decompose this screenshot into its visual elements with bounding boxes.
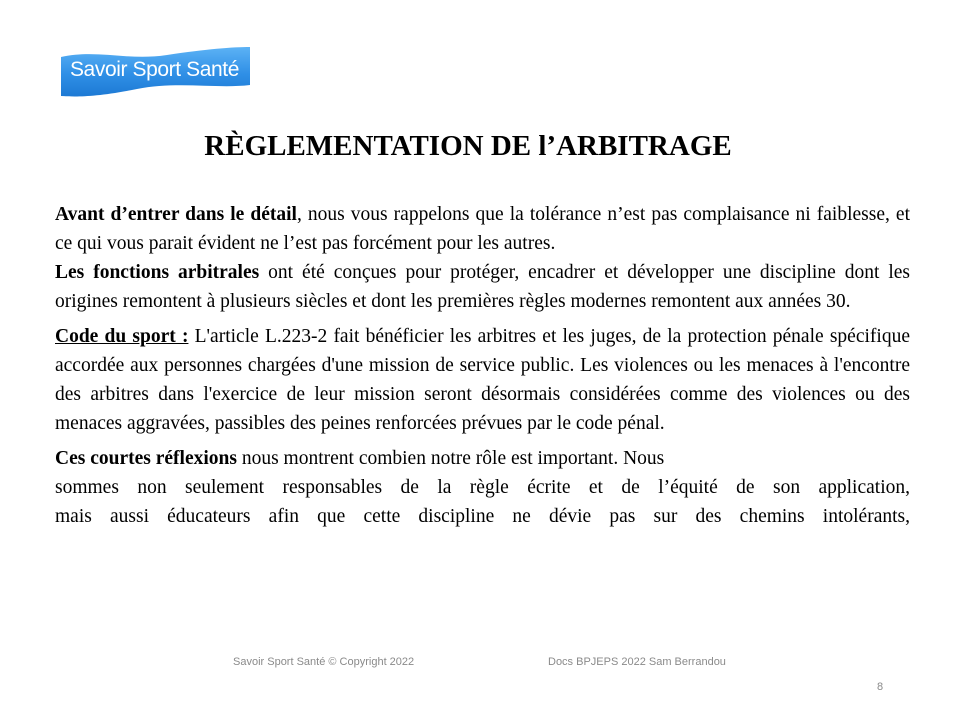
paragraph-reflections-text: nous montrent combien notre rôle est important. Nous [236,448,665,469]
paragraph-reflections-lead: Ces courtes réflexions [55,448,237,469]
paragraph-code-sport-lead: Code du sport : [55,326,189,347]
paragraph-intro-lead: Avant d’entrer dans le détail [55,204,297,225]
paragraph-intro-text: , nous vous rappelons que la tolérance n’est pas complaisance ni faiblesse, et ce qui vous parait évident ne l’est pas forcément pour les autres. [55,204,910,254]
paragraph-intro [55,200,910,258]
paragraph-reflections-line-3: mais aussi éducateurs afin que cette discipline ne dévie pas sur des chemins intolérants, [55,506,910,527]
page-number: 8 [877,681,884,693]
paragraph-functions [55,258,910,316]
paragraph-reflections [55,444,910,531]
content [55,200,910,531]
paragraph-reflections-line-2: sommes non seulement responsables de la règle écrite et de l’équité de son application, [55,477,910,498]
logo-text: Savoir Sport Santé [69,58,240,81]
paragraph-code-sport [55,322,910,438]
logo [57,45,252,99]
page-title: RÈGLEMENTATION DE l’ARBITRAGE [204,130,732,162]
footer-docs: Docs BPJEPS 2022 Sam Berrandou [548,656,726,668]
paragraph-functions-text: ont été conçues pour protéger, encadrer et développer une discipline dont les origines remontent à plusieurs siècles et dont les premières règles modernes remontent aux années 30. [55,262,910,312]
footer-copyright: Savoir Sport Santé © Copyright 2022 [233,656,415,668]
paragraph-code-sport-text: L'article L.223-2 fait bénéficier les arbitres et les juges, de la protection pénale spécifique accordée aux personnes chargées d'une mission de service public. Les violences ou les menaces à l'encontre des arbitres dans l'exercice de leur mission seront désormais considérées comme des violences ou des menaces aggravées, passibles des peines renforcées prévues par le code pénal. [55,326,910,434]
paragraph-functions-lead: Les fonctions arbitrales [55,262,260,283]
paragraph-reflections-line-1 [55,444,910,473]
